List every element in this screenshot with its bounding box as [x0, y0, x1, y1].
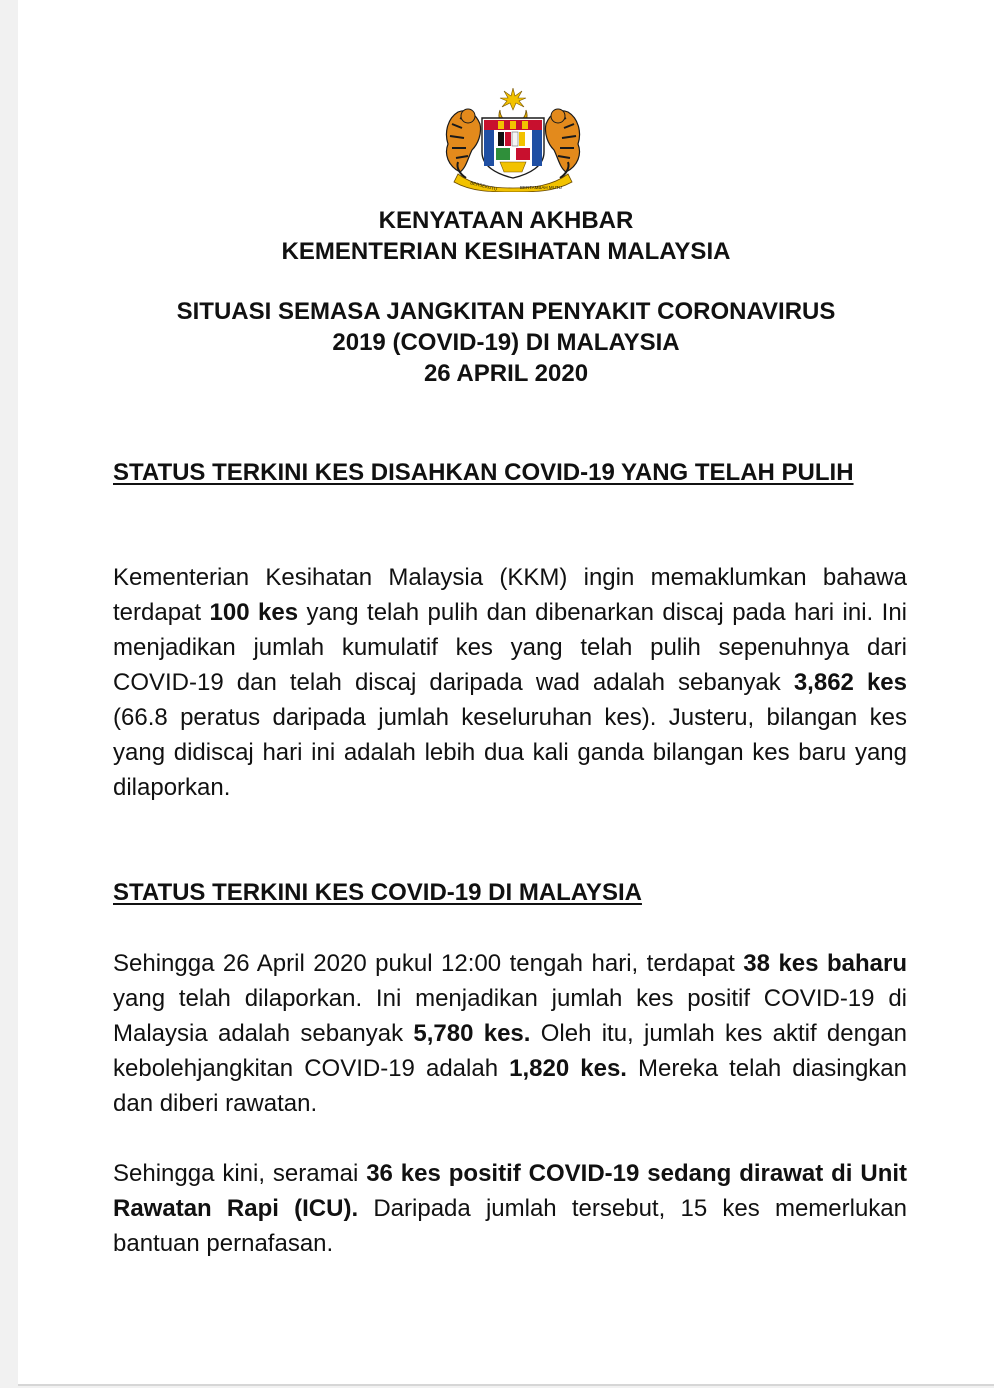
section-heading-status: STATUS TERKINI KES COVID-19 DI MALAYSIA: [113, 879, 642, 906]
header-line-1: KENYATAAN AKHBAR: [378, 207, 634, 234]
title-line-1: SITUASI SEMASA JANGKITAN PENYAKIT CORONAVIRUS: [176, 298, 836, 325]
crest-motto-left: BERSEKUTU: [469, 180, 498, 192]
paragraph-icu: Sehingga kini, seramai 36 kes positif COVID-19 sedang dirawat di Unit Rawatan Rapi (ICU). Daripada jumlah tersebut, 15 kes memerlukan bantuan pernafasan.: [113, 1160, 908, 1257]
left-tiger-icon: [446, 109, 480, 178]
section-heading-recovered: STATUS TERKINI KES DISAHKAN COVID-19 YANG TELAH PULIH: [113, 459, 854, 486]
title-line-2: 2019 (COVID-19) DI MALAYSIA: [332, 329, 680, 356]
malaysia-coat-of-arms-logo: [438, 88, 588, 192]
crest-motto-right: BERTAMBAH MUTU: [520, 185, 562, 190]
header-line-2: KEMENTERIAN KESIHATAN MALAYSIA: [281, 238, 731, 265]
title-line-3: 26 APRIL 2020: [423, 360, 589, 387]
shield-icon: [482, 118, 544, 178]
paragraph-recovered: Kementerian Kesihatan Malaysia (KKM) ingin memaklumkan bahawa terdapat 100 kes yang telah pulih dan dibenarkan discaj pada hari ini. Ini menjadikan jumlah kumulatif kes yang telah pulih sepenuhnya dari COVID-19 dan telah discaj daripada wad adalah sebanyak 3,862 kes (66.8 peratus daripada jumlah keseluruhan kes). Justeru, bilangan kes yang didiscaj hari ini adalah lebih dua kali ganda bilangan kes baru yang dilaporkan.: [113, 564, 907, 801]
right-tiger-icon: [545, 109, 579, 178]
paragraph-new-cases: Sehingga 26 April 2020 pukul 12:00 tengah hari, terdapat 38 kes baharu yang telah dilaporkan. Ini menjadikan jumlah kes positif COVID-19 di Malaysia adalah sebanyak 5,780 kes. Oleh itu, jumlah kes aktif dengan kebolehjangkitan COVID-19 adalah 1,820 kes. Mereka telah diasingkan dan diberi rawatan.: [113, 950, 908, 1117]
press-release-page: [18, 0, 994, 1386]
